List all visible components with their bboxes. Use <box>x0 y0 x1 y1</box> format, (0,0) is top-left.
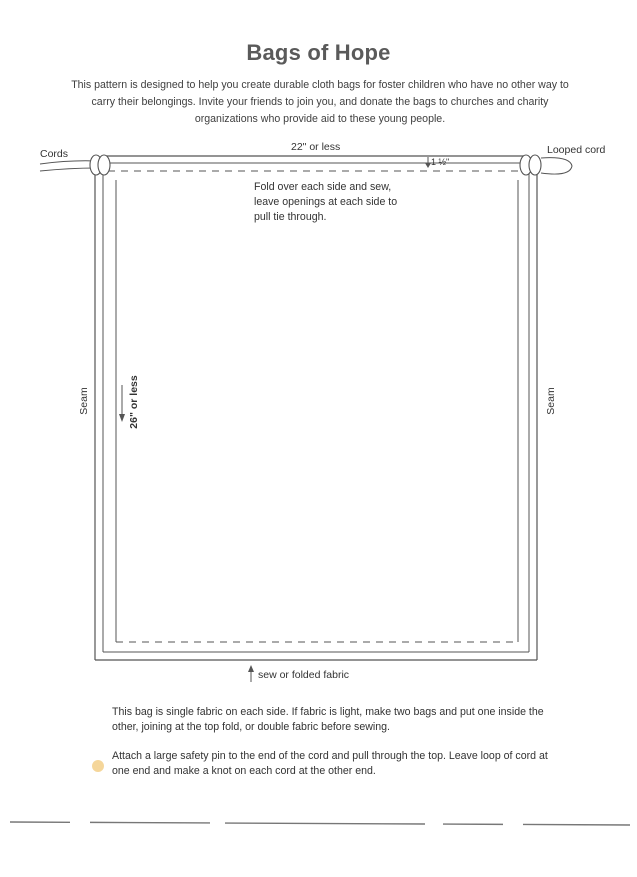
looped-cord <box>541 158 572 174</box>
fold-note: Fold over each side and sew, leave openings at each side to pull tie through. <box>254 181 398 223</box>
instruction-fabric: This bag is single fabric on each side. If fabric is light, make two bags and put one inside the other, joining at the top fold, or double fabric before sewing. <box>112 706 544 733</box>
left-seam-label: Seam <box>78 387 90 415</box>
page-title: Bags of Hope <box>246 40 391 65</box>
highlight-dot <box>92 760 104 772</box>
left-cord-knot-inner <box>98 155 110 175</box>
cords-label: Cords <box>40 148 69 160</box>
height-label: 26" or less <box>128 375 140 429</box>
intro-paragraph: This pattern is designed to help you create durable cloth bags for foster children who have no other way to carry their belongings. Invite your friends to join you, and donate the bags to churches and charity organizations who provide aid to these young people. <box>71 79 569 125</box>
bottom-label: sew or folded fabric <box>258 669 350 681</box>
width-label: 22" or less <box>291 141 341 153</box>
fold-depth-label: 1 ½" <box>431 157 450 167</box>
right-cord-knot-outer <box>529 155 541 175</box>
bottom-arrowhead <box>248 665 254 672</box>
height-arrowhead <box>119 414 125 422</box>
scan-bottom-rule <box>10 822 630 825</box>
right-seam-label: Seam <box>545 387 557 415</box>
instruction-cord: Attach a large safety pin to the end of the cord and pull through the top. Leave loop of cord at one end and make a knot on each cord at the other end. <box>112 750 548 777</box>
left-cord-upper <box>40 161 96 164</box>
left-cord-lower <box>40 168 96 171</box>
looped-cord-label: Looped cord <box>547 144 606 156</box>
